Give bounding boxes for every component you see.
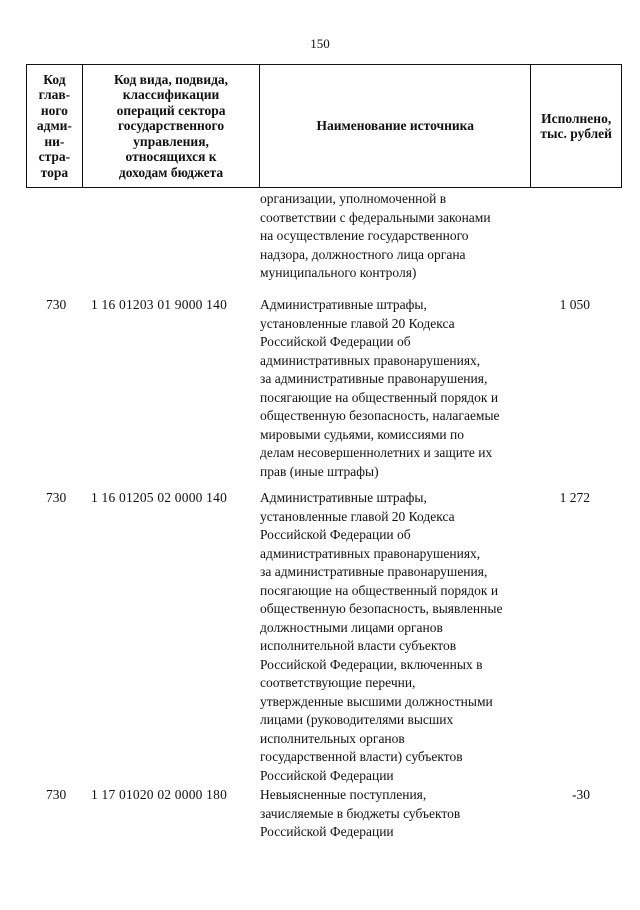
classification-code: 1 16 01205 02 0000 140 [91,490,228,505]
header-classification-code: Код вида, подвида, классификации операций сектора государственного управления, относящихся к доходам бюджета [83,65,260,187]
admin-code: 730 [46,490,67,505]
source-name: Невыясненные поступления, зачисляемые в бюджеты субъектов Российской Федерации [260,787,461,839]
classification-code: 1 17 01020 02 0000 180 [91,787,228,802]
executed-amount: 1 050 [559,297,590,312]
header-source-name: Наименование источника [260,65,531,187]
header-admin-code: Код глав- ного адми- ни- стра- тора [27,65,83,187]
source-name: Административные штрафы, установленные главой 20 Кодекса Российской Федерации об административных правонарушениях, за административные правонарушения, посягающие на общественный порядок и общественную безопасность, выявленные должностными лицами органов исполнительной власти субъектов Российской Федерации, включенных в соответствующие перечни, утвержденные высшими должностными лицами (руководителями высших исполнительных органов государственной власти) субъектов Российской Федерации [260,490,503,783]
source-name: Административные штрафы, установленные главой 20 Кодекса Российской Федерации об административных правонарушениях, за административные правонарушения, посягающие на общественный порядок и общественную безопасность, налагаемые мировыми судьями, комиссиями по делам несовершеннолетних и защите их прав (иные штрафы) [260,297,500,479]
executed-amount: -30 [572,787,590,802]
table-header [26,64,622,188]
continuation-text: организации, уполномоченной в соответствии с федеральными законами на осуществление государственного надзора, должностного лица органа муниципального контроля) [260,191,491,280]
executed-amount: 1 272 [559,490,590,505]
page-number: 150 [310,36,330,51]
header-executed-amount: Исполнено, тыс. рублей [540,110,612,141]
classification-code: 1 16 01203 01 9000 140 [91,297,228,312]
admin-code: 730 [46,297,67,312]
admin-code: 730 [46,787,67,802]
